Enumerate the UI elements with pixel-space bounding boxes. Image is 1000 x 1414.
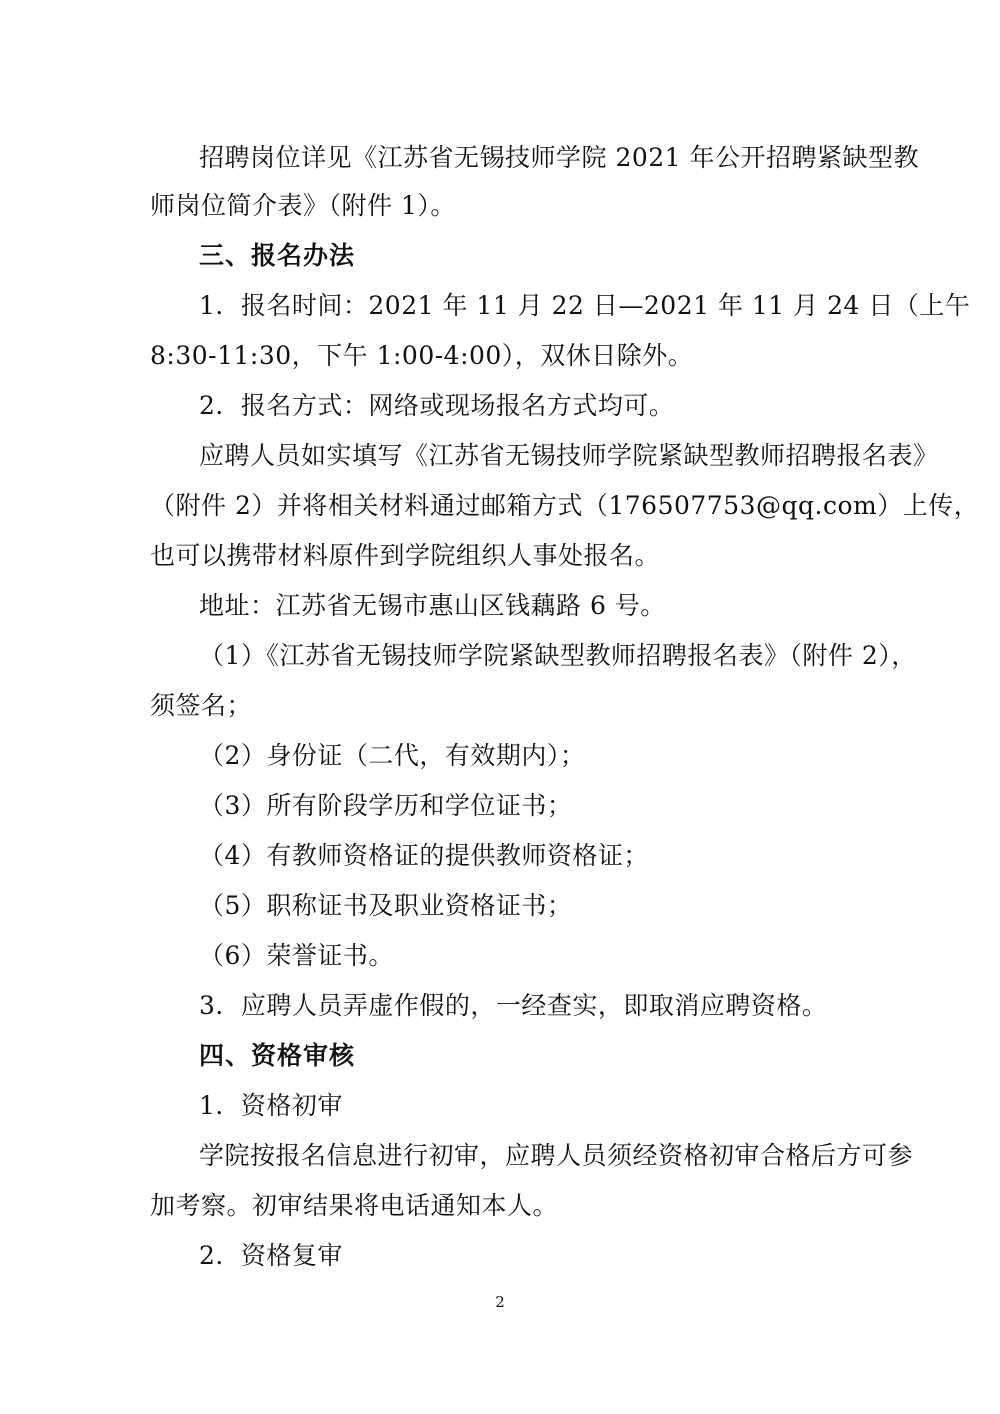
registration-time-line-2: 8:30-11:30，下午 1:00-4:00），双休日除外。 <box>150 341 694 370</box>
registration-time-line-1: 1．报名时间：2021 年 11 月 22 日—2021 年 11 月 24 日（上午 <box>199 291 971 320</box>
registration-method: 2．报名方式：网络或现场报名方式均可。 <box>199 391 675 420</box>
intro-line-2: 师岗位简介表》（附件 1）。 <box>150 191 456 220</box>
address-line: 地址：江苏省无锡市惠山区钱藕路 6 号。 <box>199 591 666 620</box>
material-item-1-line-2: 须签名； <box>150 691 253 720</box>
material-item-5: （5）职称证书及职业资格证书； <box>199 891 573 920</box>
preliminary-review-line-1: 学院按报名信息进行初审，应聘人员须经资格初审合格后方可参 <box>199 1141 914 1170</box>
applicant-instruction-line-2: （附件 2）并将相关材料通过邮箱方式（176507753@qq.com）上传， <box>150 491 980 520</box>
material-item-6: （6）荣誉证书。 <box>199 941 394 970</box>
material-item-3: （3）所有阶段学历和学位证书； <box>199 791 573 820</box>
material-item-4: （4）有教师资格证的提供教师资格证； <box>199 841 649 870</box>
section-heading-qualification-review: 四、资格审核 <box>199 1041 356 1070</box>
fraud-warning: 3．应聘人员弄虚作假的，一经查实，即取消应聘资格。 <box>199 991 828 1020</box>
preliminary-review-line-2: 加考察。初审结果将电话通知本人。 <box>150 1191 559 1220</box>
section-heading-registration: 三、报名办法 <box>199 241 356 270</box>
intro-line-1: 招聘岗位详见《江苏省无锡技师学院 2021 年公开招聘紧缺型教 <box>199 143 920 172</box>
material-item-2: （2）身份证（二代，有效期内）； <box>199 741 586 770</box>
page-number: 2 <box>495 1293 505 1311</box>
applicant-instruction-line-3: 也可以携带材料原件到学院组织人事处报名。 <box>150 541 661 570</box>
secondary-review-title: 2．资格复审 <box>199 1241 343 1270</box>
material-item-1-line-1: （1）《江苏省无锡技师学院紧缺型教师招聘报名表》（附件 2）， <box>199 641 917 670</box>
preliminary-review-title: 1．资格初审 <box>199 1091 343 1120</box>
applicant-instruction-line-1: 应聘人员如实填写《江苏省无锡技师学院紧缺型教师招聘报名表》 <box>199 441 939 470</box>
